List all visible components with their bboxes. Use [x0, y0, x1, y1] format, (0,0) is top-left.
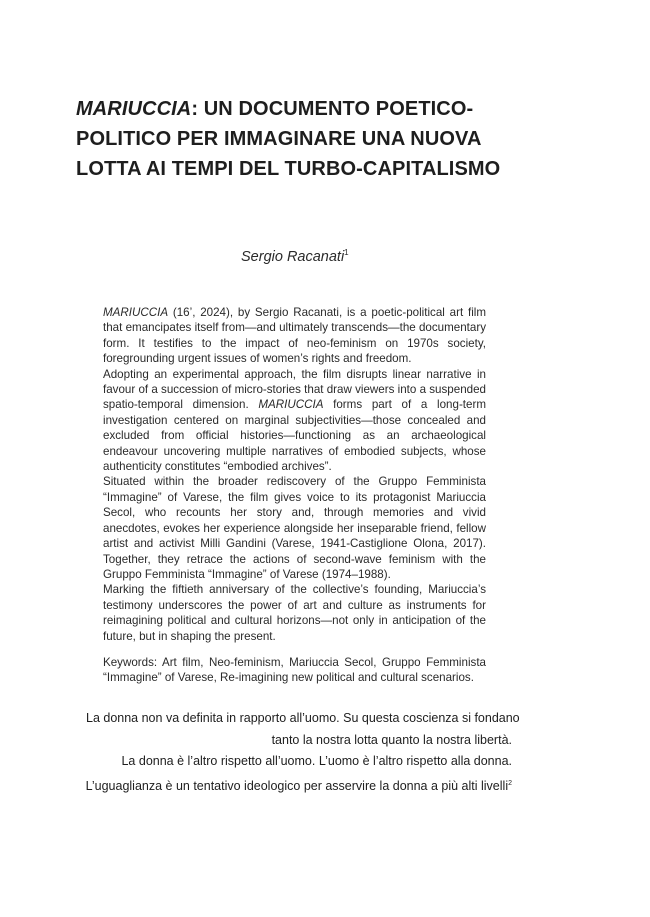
- abstract-paragraph-1: [103, 305, 486, 367]
- title-line1-rest: : UN DOCUMENTO POETICO-: [191, 98, 474, 120]
- quote-footnote-marker: 2: [508, 779, 512, 787]
- quote-line-3: La donna è l’altro rispetto all’uomo. L’uomo è l’altro rispetto alla donna.: [121, 754, 512, 768]
- quote-line-4: [80, 773, 526, 798]
- title-line3: LOTTA AI TEMPI DEL TURBO-CAPITALISMO: [76, 158, 501, 180]
- author-name: Sergio Racanati: [241, 249, 345, 265]
- abstract-paragraph-4: Marking the fiftieth anniversary of the collective’s founding, Mariuccia’s testimony underscores the power of art and culture as instruments for reimagining political and cultural horizons—not only in anticipation of the future, but in shaping the present.: [103, 583, 486, 643]
- quote-line-1: La donna non va definita in rapporto all’uomo. Su questa coscienza si fondano: [86, 711, 520, 725]
- title-line2: POLITICO PER IMMAGINARE UNA NUOVA: [76, 128, 482, 150]
- epigraph-quote: [80, 708, 526, 797]
- quote-line-2: tanto la nostra lotta quanto la nostra libertà.: [271, 732, 512, 747]
- abstract-p2-text-b: forms part of a long-term investigation centered on marginal subjectivities—those concealed and excluded from official histories—functioning as an archaeological endeavour uncovering multiple narratives of embodied subjects, whose authenticity constitutes “embodied archives”.: [103, 398, 486, 474]
- quote-line-4-text: L’uguaglianza è un tentativo ideologico per asservire la donna a più alti livelli: [85, 778, 509, 793]
- abstract-p2-text-a: Adopting an experimental approach, the film disrupts linear narrative in favour of a succession of micro-stories that draw viewers into a suspended spatio-temporal dimension.: [103, 367, 486, 412]
- author-footnote-marker: 1: [344, 248, 349, 257]
- keywords: Keywords: Art film, Neo-feminism, Mariuccia Secol, Gruppo Femminista “Immagine” of Varese, Re-imagining new political and cultural scenarios.: [103, 655, 486, 685]
- article-title: [76, 94, 556, 184]
- author-byline: [241, 248, 349, 265]
- abstract: [103, 305, 486, 686]
- abstract-p1-text: (16’, 2024), by Sergio Racanati, is a poetic-political art film that emancipates itself from—and ultimately transcends—the documentary form. It testifies to the impact of neo-feminism on 1970s society, foregrounding urgent issues of women’s rights and freedom.: [103, 306, 486, 366]
- abstract-paragraph-3: Situated within the broader rediscovery of the Gruppo Femminista “Immagine” of Varese, the film gives voice to its protagonist Mariuccia Secol, who recounts her story and, through memories and vivid anecdotes, evokes her experience alongside her inseparable friend, fellow artist and activist Milli Gandini (Varese, 1941-Castiglione Olona, 2017). Together, they retrace the actions of second-wave feminism with the Gruppo Femminista “Immagine” of Varese (1974–1988).: [103, 475, 486, 581]
- film-title-italic: MARIUCCIA: [103, 306, 169, 319]
- title-italic-part: MARIUCCIA: [76, 98, 192, 120]
- film-title-italic: MARIUCCIA: [258, 398, 324, 412]
- abstract-paragraph-2: [103, 367, 486, 475]
